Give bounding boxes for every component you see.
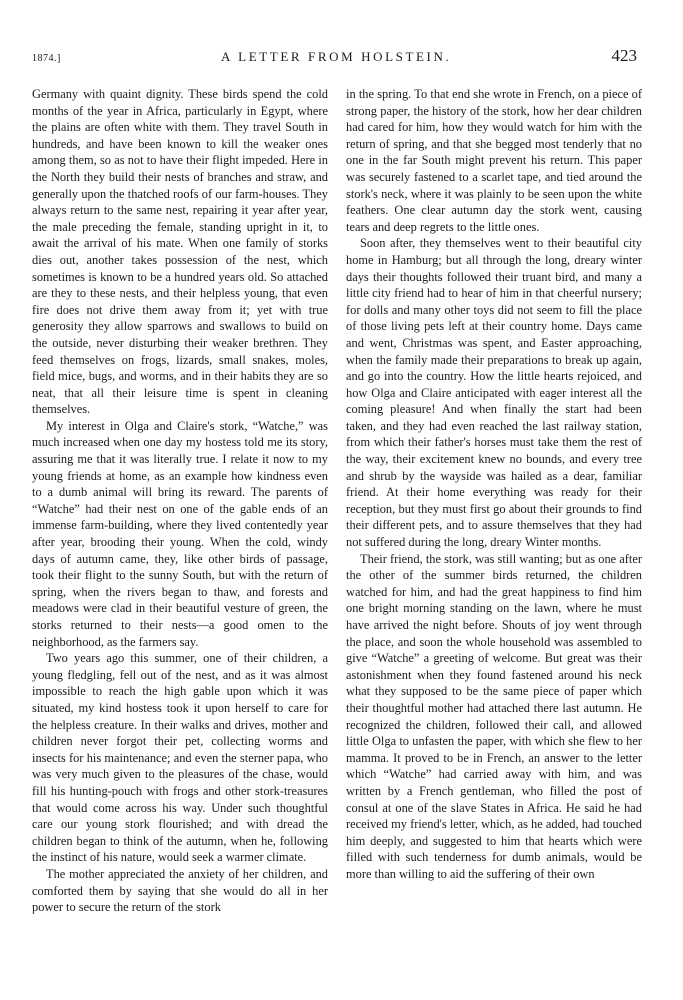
left-column (32, 86, 328, 976)
paragraph: Germany with quaint dignity. These birds spend the cold months of the year in Africa, particularly in Egypt, where the plains are often white with them. They travel South in hundreds, and have been known to kill the weaker ones among them, so as not to have their flight impeded. Here in the North they build their nests of branches and straw, and generally upon the thatched roofs of our farm-houses. They always return to the same nest, repairing it year after year, the male preceding the female, standing upright in it, to await the arrival of his mate. When one family of storks dies out, another takes possession of the nest, which sometimes is known to be a hundred years old. So attached are they to these nests, and their helpless young, that even fire does not drive them away from it; yet with true generosity they allow sparrows and swallows to build on the outside, never disturbing their weaker brethren. They feed themselves on frogs, lizards, small snakes, moles, field mice, bugs, and worms, and in their habits they are so neat, that all their leisure time is spent in cleaning themselves. (32, 87, 328, 417)
paragraph: My interest in Olga and Claire's stork, “Watche,” was much increased when one day my hostess told me its story, assuring me that it was literally true. I relate it now to my young friends at home, as an example how kindness even to a dumb animal will bring its reward. The parents of “Watche” had their nest on one of the gable ends of an immense farm-building, where they lived contentedly year after year, brooding their young. When the cold, windy days of autumn came, they, like other birds of passage, took their flight to the sunny South, but with the return of spring, when the rivers began to thaw, and forests and meadows were clad in their beautiful vesture of green, the storks returned to their nests—a good omen to the neighborhood, as the farmers say. (32, 418, 328, 649)
running-header (32, 46, 637, 72)
page-number: 423 (611, 46, 637, 65)
article-body (32, 86, 642, 976)
paragraph: Their friend, the stork, was still wanting; but as one after the other of the summer birds returned, the children watched for him, and had the great happiness to find him one bright morning standing on the lawn, where he must have arrived the night before. Shouts of joy went through the place, and soon the whole household was assembled to give “Watche” a greeting of welcome. But great was their astonishment when they found fastened around his neck what they supposed to be the same piece of paper which their thoughtful mother had attached there last autumn. He recognized the children, followed their call, and allowed little Olga to unfasten the paper, with which she flew to her mamma. It proved to be in French, an answer to the letter which “Watche” had carried away with him, and was written by a French gentleman, who filled the post of consul at one of the slave States in Africa. He said he had received my friend's letter, which, as he added, had touched him deeply, and suggested to him that hearts which were filled with such tenderness for dumb animals, would be more than willing to aid the suffering of their own (346, 551, 642, 881)
right-column (346, 86, 642, 976)
header-year: 1874.] (32, 53, 61, 64)
header-title: A LETTER FROM HOLSTEIN. (221, 49, 452, 64)
paragraph: in the spring. To that end she wrote in French, on a piece of strong paper, the history of the stork, how her dear children had cared for him, how they would watch for him with the return of spring, and that she begged most tenderly that no one in the far South might prevent his return. This paper was securely fastened to a scarlet tape, and tied around the stork's neck, where it was plainly to be seen upon the white feathers. One clear autumn day the stork went, causing tears and deep regrets to the little ones. (346, 87, 642, 234)
paragraph: The mother appreciated the anxiety of her children, and comforted them by saying that she would do all in her power to secure the return of the stork (32, 866, 328, 915)
paragraph: Two years ago this summer, one of their children, a young fledgling, fell out of the nest, and as it was almost impossible to reach the high gable upon which it was situated, my kind hostess took it upon herself to care for the helpless creature. In their walks and drives, mother and children never forgot their pet, collecting worms and insects for his maintenance; and even the sterner papa, who was very much given to the pleasures of the chase, would fill his hunting-pouch with frogs and other stork-treasures that would come across his way. Under such thoughtful care our young stork flourished; and with dread the children began to think of the autumn, when he, following the instinct of his nature, would seek a warmer climate. (32, 651, 328, 865)
paragraph: Soon after, they themselves went to their beautiful city home in Hamburg; but all through the long, dreary winter days their thoughts followed their truant bird, and many a little city friend had to hear of him in that cheerful nursery; for dolls and many other toys did not seem to fill the place of those living pets left at their country home. Days came and went, Christmas was spent, and Easter approaching, when the family made their preparations to break up again, and go into the country. How the little hearts rejoiced, and how Olga and Claire anticipated with eager interest all the coming pleasure! And when finally the start had been taken, and they had even reached the last railway station, from which their father's horses must take them the rest of the way, their excitement knew no bounds, and every tree and shrub by the wayside was hailed as a dear, familiar friend. At their home everything was ready for their reception, but they must first go about their grounds to find their different pets, and to assure themselves that they had not suffered during the long, dreary Winter months. (346, 236, 642, 550)
